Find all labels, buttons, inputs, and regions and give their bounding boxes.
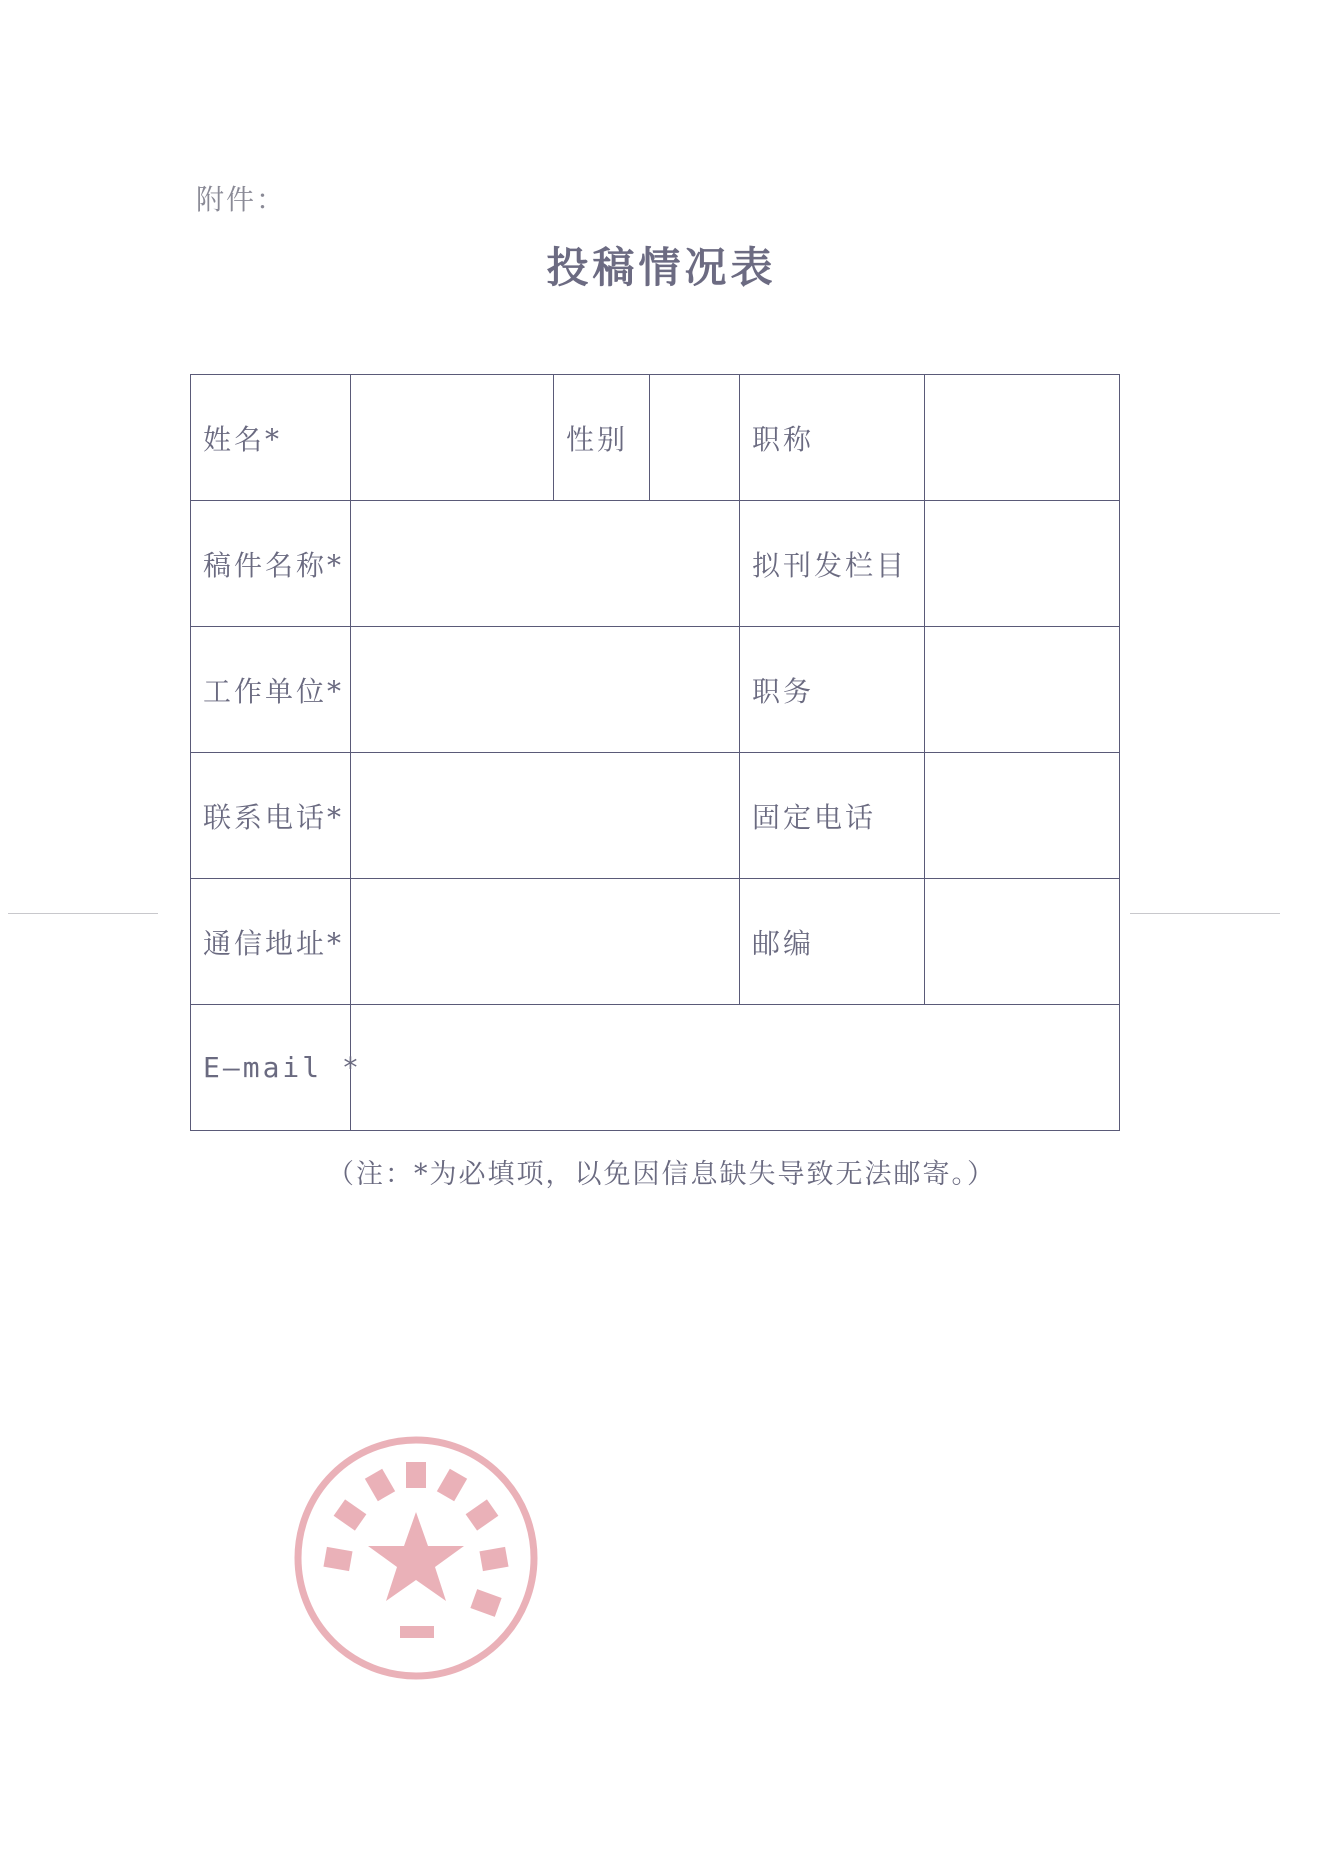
table-row [191,375,1120,501]
official-seal [288,1430,544,1686]
table-row [191,753,1120,879]
job-title-field[interactable] [925,375,1120,501]
footnote: （注：*为必填项，以免因信息缺失导致无法邮寄。） [327,1159,996,1190]
planned-column-label: 拟刊发栏目 [740,501,925,627]
submission-form-table [190,374,1120,1131]
table-row [191,501,1120,627]
table-row [191,627,1120,753]
job-title-label: 职称 [740,375,925,501]
position-label: 职务 [740,627,925,753]
address-field[interactable] [351,879,740,1005]
mobile-field[interactable] [351,753,740,879]
manuscript-title-field[interactable] [351,501,740,627]
name-field[interactable] [351,375,554,501]
employer-field[interactable] [351,627,740,753]
email-field[interactable] [351,1005,1120,1131]
manuscript-title-label: 稿件名称* [191,501,351,627]
scan-mark [8,913,158,914]
position-field[interactable] [925,627,1120,753]
planned-column-field[interactable] [925,501,1120,627]
gender-field[interactable] [650,375,740,501]
landline-label: 固定电话 [740,753,925,879]
postcode-label: 邮编 [740,879,925,1005]
table-row [191,879,1120,1005]
page-title: 投稿情况表 [546,243,777,292]
attachment-label: 附件： [196,183,287,216]
mobile-label: 联系电话* [191,753,351,879]
landline-field[interactable] [925,753,1120,879]
gender-label: 性别 [554,375,650,501]
postcode-field[interactable] [925,879,1120,1005]
employer-label: 工作单位* [191,627,351,753]
email-label: E—mail * [191,1005,351,1131]
table-row [191,1005,1120,1131]
address-label: 通信地址* [191,879,351,1005]
star-icon [368,1512,464,1601]
name-label: 姓名* [191,375,351,501]
scan-mark [1130,913,1280,914]
